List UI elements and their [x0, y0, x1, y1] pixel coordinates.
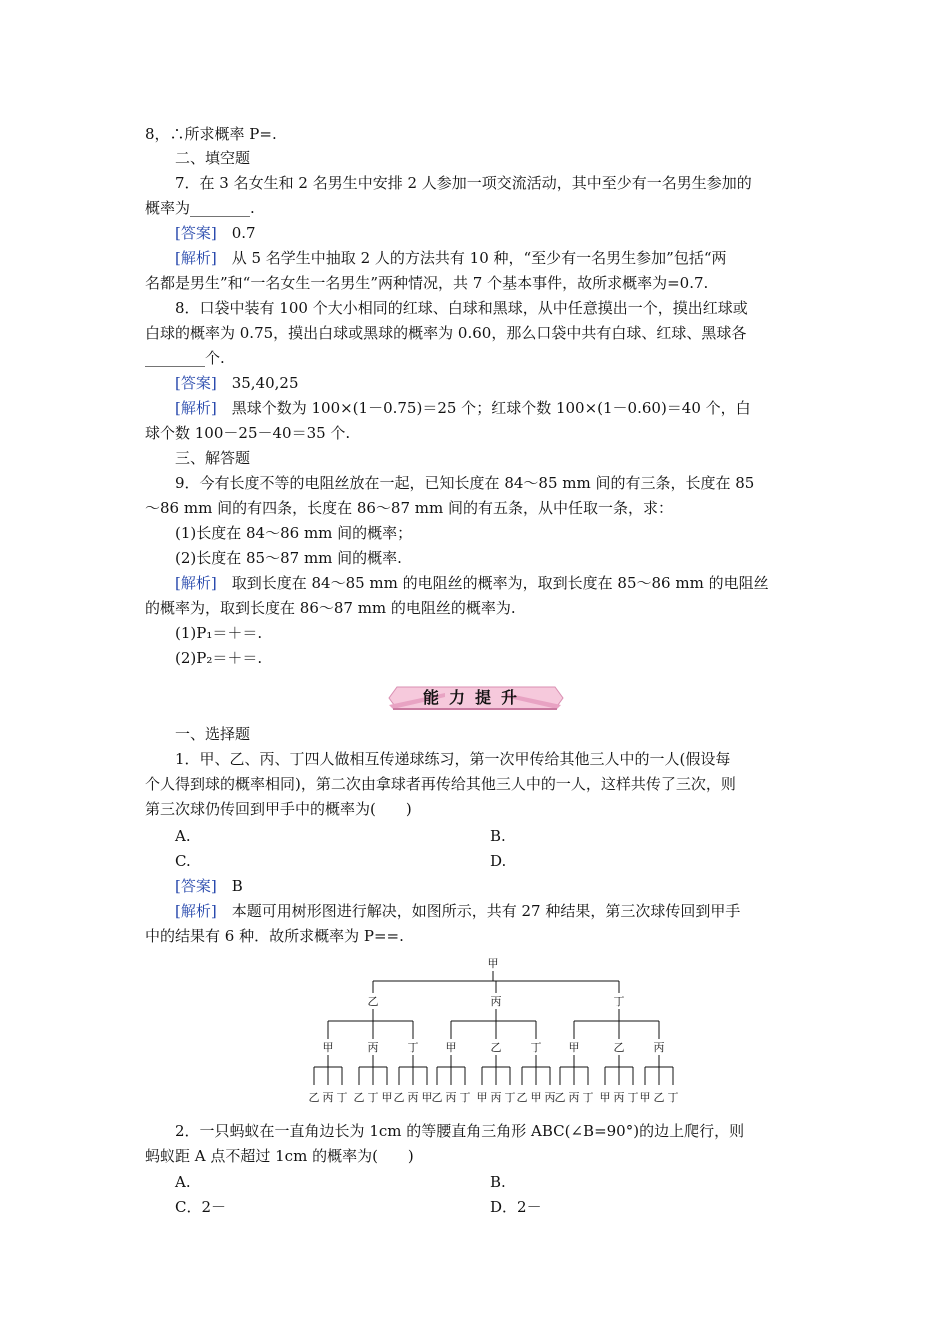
explanation-7-cont: 名都是男生”和“一名女生一名男生”两种情况，共 7 个基本事件，故所求概率为=0.7. — [145, 274, 709, 292]
question-7: 7．在 3 名女生和 2 名男生中安排 2 人参加一项交流活动，其中至少有一名男生参加的 — [175, 174, 752, 192]
explanation-tag: [解析] — [175, 574, 217, 592]
option-row — [175, 851, 507, 871]
question-1: 1．甲、乙、丙、丁四人做相互传递球练习，第一次甲传给其他三人中的一人(假设每 — [175, 750, 731, 768]
option-d: D. — [490, 852, 507, 870]
tree-leaf-node: 丁 — [627, 1091, 639, 1104]
explanation-9 — [175, 573, 769, 593]
explanation-9-cont: 的概率为，取到长度在 86～87 mm 的电阻丝的概率为. — [145, 599, 516, 617]
question-1-cont: 个人得到球的概率相同)，第二次由拿球者再传给其他三人中的一人，这样共传了三次，则 — [145, 775, 736, 793]
tree-leaf-node: 丙 — [322, 1091, 334, 1104]
section-heading: 一、选择题 — [175, 725, 251, 743]
question-7-cont: 概率为________. — [145, 199, 255, 217]
explanation-7 — [175, 248, 727, 268]
tree-leaf-node: 丁 — [459, 1091, 471, 1104]
tree-leaf-node: 丁 — [582, 1091, 594, 1104]
tree-leaf-node: 乙 — [353, 1091, 365, 1104]
answer-tag: [答案] — [175, 877, 217, 895]
explanation-text: 取到长度在 84～85 mm 的电阻丝的概率为，取到长度在 85～86 mm 的电阻丝 — [216, 574, 769, 592]
question-8-cont: 白球的概率为 0.75，摸出白球或黑球的概率为 0.60，那么口袋中共有白球、红球、黑球各 — [145, 324, 747, 342]
explanation-tag: [解析] — [175, 249, 217, 267]
tree-level1-node: 乙 — [367, 995, 379, 1008]
tree-leaf-node: 乙 — [431, 1091, 443, 1104]
question-9-part1: (1)长度在 84～86 mm 间的概率； — [175, 524, 413, 542]
option-row — [175, 1197, 542, 1217]
question-1-cont2: 第三次球仍传回到甲手中的概率为( ) — [145, 800, 412, 818]
tree-level2-node: 丁 — [530, 1041, 542, 1054]
option-row — [175, 1172, 506, 1192]
explanation-1 — [175, 901, 740, 921]
question-2-cont: 蚂蚁距 A 点不超过 1cm 的概率为( ) — [145, 1147, 414, 1165]
explanation-8 — [175, 398, 751, 418]
text-line: 8，∴所求概率 P=. — [145, 125, 277, 143]
question-9-part2: (2)长度在 85～87 mm 间的概率. — [175, 549, 402, 567]
section-heading: 二、填空题 — [175, 149, 251, 167]
question-9-cont: ～86 mm 间的有四条，长度在 86～87 mm 间的有五条，从中任取一条，求： — [145, 499, 673, 517]
answer-tag: [答案] — [175, 224, 217, 242]
answer-tag: [答案] — [175, 374, 217, 392]
solution-9-part1: (1)P₁＝＋＝. — [175, 624, 263, 642]
tree-leaf-node: 乙 — [516, 1091, 528, 1104]
tree-level2-node: 乙 — [613, 1041, 625, 1054]
tree-leaf-node: 甲 — [530, 1091, 542, 1104]
answer-text: 35,40,25 — [216, 374, 299, 392]
tree-leaf-node: 甲 — [599, 1091, 611, 1104]
tree-leaf-node: 丙 — [445, 1091, 457, 1104]
explanation-tag: [解析] — [175, 399, 217, 417]
tree-leaf-node: 甲 — [476, 1091, 488, 1104]
option-row — [175, 826, 506, 846]
solution-9-part2: (2)P₂＝＋＝. — [175, 649, 263, 667]
explanation-8-cont: 球个数 100－25－40＝35 个. — [145, 424, 351, 442]
option-d: D．2－ — [490, 1198, 542, 1216]
tree-leaf-node: 丙 — [613, 1091, 625, 1104]
option-b: B. — [490, 1173, 506, 1191]
section-heading: 三、解答题 — [175, 449, 251, 467]
tree-level2-node: 乙 — [490, 1041, 502, 1054]
question-9: 9．今有长度不等的电阻丝放在一起，已知长度在 84～85 mm 间的有三条，长度在 85 — [175, 474, 755, 492]
question-2: 2．一只蚂蚁在一直角边长为 1cm 的等腰直角三角形 ABC(∠B=90°)的边上爬行，则 — [175, 1122, 745, 1140]
question-8: 8．口袋中装有 100 个大小相同的红球、白球和黑球，从中任意摸出一个，摸出红球或 — [175, 299, 748, 317]
explanation-text: 本题可用树形图进行解决，如图所示，共有 27 种结果，第三次球传回到甲手 — [216, 902, 741, 920]
tree-leaf-node: 丁 — [504, 1091, 516, 1104]
tree-diagram — [295, 955, 695, 1110]
option-c: C．2－ — [175, 1198, 227, 1216]
answer-7 — [175, 223, 256, 243]
tree-leaf-node: 甲 — [381, 1091, 393, 1104]
question-8-cont2: ________个. — [145, 349, 225, 367]
tree-leaf-node: 丙 — [544, 1091, 556, 1104]
tree-level2-node: 丙 — [367, 1041, 379, 1054]
explanation-1-cont: 中的结果有 6 种．故所求概率为 P==. — [145, 927, 404, 945]
option-a: A. — [175, 1173, 191, 1191]
tree-leaf-node: 乙 — [308, 1091, 320, 1104]
tree-level2-node: 甲 — [322, 1041, 334, 1054]
tree-level1-node: 丁 — [613, 995, 625, 1008]
tree-leaf-node: 丙 — [490, 1091, 502, 1104]
tree-level2-node: 丁 — [407, 1041, 419, 1054]
answer-8 — [175, 373, 299, 393]
option-a: A. — [175, 827, 191, 845]
tree-leaf-node: 乙 — [554, 1091, 566, 1104]
tree-leaf-node: 丁 — [336, 1091, 348, 1104]
tree-level2-node: 甲 — [445, 1041, 457, 1054]
option-c: C. — [175, 852, 191, 870]
tree-leaf-node: 丙 — [407, 1091, 419, 1104]
answer-1 — [175, 876, 243, 896]
option-b: B. — [490, 827, 506, 845]
tree-level2-node: 丙 — [653, 1041, 665, 1054]
tree-leaf-node: 甲 — [639, 1091, 651, 1104]
tree-leaf-node: 甲 — [421, 1091, 433, 1104]
banner-title: 能力提升 — [422, 688, 527, 707]
tree-leaf-node: 丁 — [667, 1091, 679, 1104]
tree-leaf-node: 丙 — [568, 1091, 580, 1104]
explanation-tag: [解析] — [175, 902, 217, 920]
tree-level1-node: 丙 — [490, 995, 502, 1008]
answer-text: B — [216, 877, 243, 895]
answer-text: 0.7 — [216, 224, 256, 242]
tree-root: 甲 — [487, 957, 499, 970]
tree-level2-node: 甲 — [568, 1041, 580, 1054]
tree-leaf-node: 乙 — [393, 1091, 405, 1104]
section-banner — [385, 683, 565, 713]
explanation-text: 从 5 名学生中抽取 2 人的方法共有 10 种，“至少有一名男生参加”包括“两 — [216, 249, 727, 267]
explanation-text: 黑球个数为 100×(1－0.75)＝25 个；红球个数 100×(1－0.60)＝40 个，白 — [216, 399, 751, 417]
tree-leaf-node: 乙 — [653, 1091, 665, 1104]
tree-leaf-node: 丁 — [367, 1091, 379, 1104]
